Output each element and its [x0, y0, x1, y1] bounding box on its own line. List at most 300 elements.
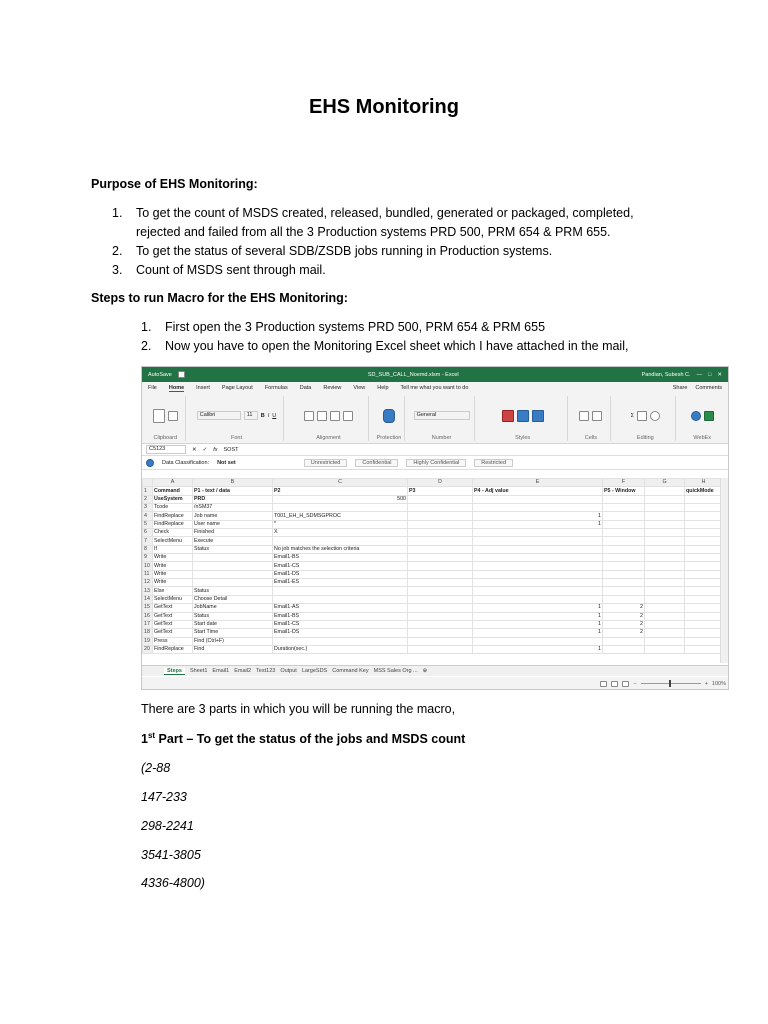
table-cell[interactable] — [193, 562, 273, 570]
table-cell[interactable] — [473, 537, 603, 545]
table-cell[interactable] — [473, 545, 603, 553]
table-cell[interactable]: Email1-AS — [273, 604, 408, 612]
table-cell[interactable] — [473, 595, 603, 603]
table-cell[interactable]: P5 - Window — [603, 487, 645, 495]
table-cell[interactable] — [603, 504, 645, 512]
protect-icon[interactable] — [383, 409, 395, 423]
sheet-tab[interactable]: Email1 — [212, 668, 230, 674]
table-cell[interactable] — [645, 612, 685, 620]
sheet-tab[interactable]: MSS Sales Org ... — [373, 668, 418, 674]
table-cell[interactable]: FindReplace — [153, 645, 193, 653]
menu-view[interactable]: View — [353, 385, 366, 391]
menu-formulas[interactable]: Formulas — [264, 385, 288, 391]
table-cell[interactable]: 2 — [603, 629, 645, 637]
table-cell[interactable] — [408, 512, 473, 520]
table-cell[interactable]: P1 - text / data — [193, 487, 273, 495]
select-all-corner[interactable] — [143, 479, 153, 487]
table-cell[interactable]: /nSM37 — [193, 504, 273, 512]
minimize-icon[interactable]: — — [696, 371, 703, 378]
table-cell[interactable]: 1 — [473, 645, 603, 653]
table-cell[interactable] — [685, 579, 723, 587]
table-cell[interactable]: Execute — [193, 537, 273, 545]
table-cell[interactable]: quickMode — [685, 487, 723, 495]
table-cell[interactable]: Tcode — [153, 504, 193, 512]
merge-icon[interactable] — [343, 411, 353, 421]
table-cell[interactable]: Email1-DS — [273, 570, 408, 578]
table-cell[interactable] — [645, 554, 685, 562]
sort-filter-icon[interactable] — [637, 411, 647, 421]
row-header[interactable]: 18 — [143, 629, 153, 637]
table-cell[interactable]: Duration(sec.) — [273, 645, 408, 653]
table-cell[interactable] — [408, 604, 473, 612]
column-header[interactable]: C — [273, 479, 408, 487]
table-cell[interactable] — [408, 529, 473, 537]
table-cell[interactable] — [603, 495, 645, 503]
table-cell[interactable]: P4 - Adj value — [473, 487, 603, 495]
table-cell[interactable] — [193, 579, 273, 587]
table-cell[interactable] — [645, 504, 685, 512]
ribbon-group-font: Calibri 11 B I U Font — [190, 396, 285, 441]
table-cell[interactable] — [603, 645, 645, 653]
table-cell[interactable]: Start Time — [193, 629, 273, 637]
table-cell[interactable]: Email1-ES — [273, 579, 408, 587]
sheet-tab[interactable]: Email2 — [234, 668, 252, 674]
delete-cells-icon[interactable] — [592, 411, 602, 421]
table-row — [143, 545, 723, 553]
table-cell[interactable] — [603, 637, 645, 645]
table-row — [143, 645, 723, 653]
table-cell[interactable] — [685, 645, 723, 653]
table-cell[interactable] — [685, 587, 723, 595]
row-header[interactable]: 19 — [143, 637, 153, 645]
row-header[interactable]: 10 — [143, 562, 153, 570]
table-cell[interactable] — [193, 554, 273, 562]
table-cell[interactable]: FindReplace — [153, 520, 193, 528]
table-cell[interactable] — [473, 637, 603, 645]
table-cell[interactable] — [603, 520, 645, 528]
table-row — [143, 562, 723, 570]
table-cell[interactable]: 500 — [273, 495, 408, 503]
sheet-tab[interactable]: Output — [280, 668, 297, 674]
table-cell[interactable]: 1 — [473, 512, 603, 520]
table-cell[interactable] — [685, 612, 723, 620]
purpose-list — [112, 204, 652, 280]
table-cell[interactable]: GetText — [153, 604, 193, 612]
table-cell[interactable] — [603, 554, 645, 562]
highly-confidential-button[interactable]: Highly Confidential — [406, 459, 466, 467]
table-cell[interactable]: Status — [193, 587, 273, 595]
excel-menu-bar — [142, 382, 728, 394]
table-cell[interactable]: 2 — [603, 620, 645, 628]
cancel-icon[interactable]: ✕ — [192, 446, 197, 453]
table-cell[interactable]: Write — [153, 579, 193, 587]
table-cell[interactable] — [645, 579, 685, 587]
table-cell[interactable] — [473, 554, 603, 562]
table-cell[interactable] — [273, 637, 408, 645]
table-cell[interactable] — [645, 620, 685, 628]
table-cell[interactable] — [685, 629, 723, 637]
zoom-level: 100% — [711, 680, 726, 687]
table-cell[interactable] — [685, 504, 723, 512]
vertical-scrollbar[interactable] — [720, 478, 728, 663]
steps-heading: Steps to run Macro for the EHS Monitoring: — [91, 291, 348, 305]
column-header[interactable]: H — [685, 479, 723, 487]
column-header[interactable]: F — [603, 479, 645, 487]
table-cell[interactable]: SelectMenu — [153, 537, 193, 545]
page-layout-view-icon[interactable] — [611, 681, 618, 687]
ribbon-group-alignment: Alignment — [288, 396, 369, 441]
menu-insert[interactable]: Insert — [196, 385, 210, 391]
table-row — [143, 604, 723, 612]
menu-review[interactable]: Review — [323, 385, 342, 391]
sheet-tab[interactable]: LargeSDS — [301, 668, 328, 674]
spreadsheet-grid — [142, 478, 722, 654]
table-cell[interactable]: Choose Detail — [193, 595, 273, 603]
table-row — [143, 629, 723, 637]
table-cell[interactable] — [685, 545, 723, 553]
table-row — [143, 570, 723, 578]
table-cell[interactable]: SelectMenu — [153, 595, 193, 603]
underline-icon[interactable]: U — [272, 412, 277, 419]
confidential-button[interactable]: Confidential — [355, 459, 398, 467]
cut-icon[interactable] — [168, 411, 178, 421]
menu-page-layout[interactable]: Page Layout — [221, 385, 253, 391]
table-cell[interactable] — [408, 620, 473, 628]
table-cell[interactable] — [645, 495, 685, 503]
table-cell[interactable] — [603, 562, 645, 570]
table-cell[interactable] — [603, 537, 645, 545]
table-cell[interactable] — [273, 537, 408, 545]
column-header[interactable]: G — [645, 479, 685, 487]
table-cell[interactable] — [645, 537, 685, 545]
table-cell[interactable] — [408, 554, 473, 562]
table-cell[interactable] — [685, 554, 723, 562]
table-cell[interactable] — [685, 595, 723, 603]
table-cell[interactable] — [408, 545, 473, 553]
row-header[interactable]: 13 — [143, 587, 153, 595]
row-header[interactable]: 16 — [143, 612, 153, 620]
classification-icon — [146, 459, 154, 467]
font-name-select[interactable]: Calibri — [197, 411, 241, 420]
zoom-in-icon[interactable]: + — [704, 680, 708, 687]
table-cell[interactable]: Write — [153, 570, 193, 578]
table-cell[interactable] — [685, 604, 723, 612]
table-cell[interactable]: Else — [153, 587, 193, 595]
row-header[interactable]: 3 — [143, 504, 153, 512]
save-icon[interactable] — [178, 371, 185, 378]
table-cell[interactable] — [603, 587, 645, 595]
table-cell[interactable] — [685, 562, 723, 570]
list-item: 1. First open the 3 Production systems PRD 500, PRM 654 & PRM 655 — [141, 320, 546, 334]
excel-ribbon — [142, 394, 728, 444]
table-cell[interactable] — [408, 637, 473, 645]
ribbon-group-cells: Cells — [572, 396, 612, 441]
table-cell[interactable] — [473, 529, 603, 537]
table-cell[interactable]: GetText — [153, 612, 193, 620]
row-header[interactable]: 8 — [143, 545, 153, 553]
table-cell[interactable] — [603, 545, 645, 553]
table-cell[interactable]: Finished — [193, 529, 273, 537]
list-item: 3. Count of MSDS sent through mail. — [112, 263, 326, 277]
conditional-formatting-icon[interactable] — [502, 410, 514, 422]
font-size-select[interactable]: 11 — [244, 411, 258, 420]
autosum-icon[interactable]: Σ — [630, 412, 635, 419]
italic-icon[interactable]: I — [267, 412, 270, 419]
menu-home[interactable]: Home — [168, 384, 185, 391]
list-item: 2. Now you have to open the Monitoring Excel sheet which I have attached in the mail, — [141, 339, 629, 353]
table-cell[interactable] — [685, 529, 723, 537]
function-icon[interactable]: fx — [213, 446, 218, 453]
list-item: 1. To get the count of MSDS created, released, bundled, generated or packaged, completed, rejected and failed from all the 3 Production systems PRD 500, PRM 654 & PRM 655. — [112, 206, 634, 239]
table-cell[interactable] — [408, 570, 473, 578]
table-cell[interactable] — [685, 620, 723, 628]
table-row — [143, 487, 723, 495]
table-cell[interactable]: 2 — [603, 604, 645, 612]
table-cell[interactable]: Write — [153, 554, 193, 562]
table-cell[interactable]: 1 — [473, 629, 603, 637]
zoom-slider[interactable] — [641, 683, 701, 684]
table-cell[interactable]: 1 — [473, 520, 603, 528]
table-cell[interactable] — [473, 562, 603, 570]
table-cell[interactable] — [408, 504, 473, 512]
format-as-table-icon[interactable] — [517, 410, 529, 422]
row-header[interactable]: 1 — [143, 487, 153, 495]
autosave-toggle[interactable]: AutoSave — [148, 371, 172, 378]
table-cell[interactable] — [408, 579, 473, 587]
user-name: Pandian, Subesh C. — [641, 371, 691, 378]
table-cell[interactable] — [408, 612, 473, 620]
table-cell[interactable]: X — [273, 529, 408, 537]
table-row — [143, 554, 723, 562]
page-break-view-icon[interactable] — [622, 681, 629, 687]
table-cell[interactable]: Status — [193, 545, 273, 553]
table-cell[interactable] — [603, 595, 645, 603]
menu-data[interactable]: Data — [299, 385, 312, 391]
table-cell[interactable] — [473, 570, 603, 578]
align-left-icon[interactable] — [304, 411, 314, 421]
table-cell[interactable] — [273, 504, 408, 512]
table-cell[interactable] — [645, 529, 685, 537]
table-row — [143, 612, 723, 620]
table-cell[interactable]: Command — [153, 487, 193, 495]
tell-me-search[interactable]: Tell me what you want to do — [400, 385, 469, 391]
table-cell[interactable] — [645, 604, 685, 612]
table-cell[interactable] — [645, 545, 685, 553]
table-cell[interactable] — [603, 512, 645, 520]
table-cell[interactable]: Email1-BS — [273, 612, 408, 620]
add-sheet-icon[interactable]: ⊕ — [422, 668, 428, 674]
sheet-tab[interactable]: Sheet1 — [189, 668, 208, 674]
table-cell[interactable] — [408, 587, 473, 595]
table-cell[interactable]: Find — [193, 645, 273, 653]
table-cell[interactable] — [408, 537, 473, 545]
align-center-icon[interactable] — [317, 411, 327, 421]
sheet-tab[interactable]: Command Key — [332, 668, 369, 674]
webex-icon[interactable] — [704, 411, 714, 421]
table-cell[interactable] — [645, 587, 685, 595]
row-header[interactable]: 20 — [143, 645, 153, 653]
bold-icon[interactable]: B — [260, 412, 265, 419]
table-cell[interactable]: * — [273, 520, 408, 528]
table-cell[interactable]: 2 — [603, 612, 645, 620]
paste-icon[interactable] — [153, 409, 165, 423]
menu-help[interactable]: Help — [377, 385, 389, 391]
table-cell[interactable] — [408, 562, 473, 570]
column-header[interactable]: D — [408, 479, 473, 487]
table-row — [143, 587, 723, 595]
row-header[interactable]: 2 — [143, 495, 153, 503]
table-cell[interactable]: P2 — [273, 487, 408, 495]
formula-input[interactable]: SOST — [223, 446, 239, 453]
status-bar — [142, 677, 729, 690]
name-box[interactable]: C5123 — [146, 445, 186, 454]
table-cell[interactable] — [645, 570, 685, 578]
table-cell[interactable]: JobName — [193, 604, 273, 612]
column-header[interactable]: B — [193, 479, 273, 487]
table-cell[interactable]: Write — [153, 562, 193, 570]
column-header[interactable]: A — [153, 479, 193, 487]
table-cell[interactable]: T001_EH_H_SDMSGPROC — [273, 512, 408, 520]
table-cell[interactable] — [685, 637, 723, 645]
maximize-icon[interactable]: □ — [708, 371, 712, 378]
table-cell[interactable]: GetText — [153, 629, 193, 637]
find-select-icon[interactable] — [650, 411, 660, 421]
table-cell[interactable] — [273, 595, 408, 603]
range-line: 298-2241 — [141, 819, 194, 833]
table-cell[interactable] — [645, 637, 685, 645]
table-cell[interactable] — [473, 504, 603, 512]
ribbon-group-number: General Number — [409, 396, 474, 441]
ribbon-group-editing: Σ Editing — [615, 396, 676, 441]
row-header[interactable]: 11 — [143, 570, 153, 578]
table-cell[interactable]: 1 — [473, 604, 603, 612]
table-cell[interactable]: PRD — [193, 495, 273, 503]
row-header[interactable]: 4 — [143, 512, 153, 520]
table-cell[interactable]: Check — [153, 529, 193, 537]
table-cell[interactable] — [603, 570, 645, 578]
zoom-out-icon[interactable]: − — [633, 680, 637, 687]
document-title: EHS Monitoring — [309, 96, 459, 118]
table-cell[interactable] — [473, 587, 603, 595]
range-line: 3541-3805 — [141, 848, 201, 862]
table-cell[interactable] — [408, 645, 473, 653]
cell-styles-icon[interactable] — [532, 410, 544, 422]
comments-button[interactable]: Comments — [695, 385, 722, 391]
table-cell[interactable] — [473, 579, 603, 587]
row-header[interactable]: 9 — [143, 554, 153, 562]
menu-file[interactable]: File — [148, 385, 157, 391]
table-cell[interactable]: Job name — [193, 512, 273, 520]
number-format-select[interactable]: General — [414, 411, 470, 420]
table-cell[interactable] — [685, 537, 723, 545]
sheet-tabs — [142, 665, 729, 676]
table-row — [143, 620, 723, 628]
insert-cells-icon[interactable] — [579, 411, 589, 421]
table-cell[interactable] — [603, 579, 645, 587]
table-cell[interactable] — [685, 512, 723, 520]
table-cell[interactable] — [645, 512, 685, 520]
column-header[interactable]: E — [473, 479, 603, 487]
table-cell[interactable] — [645, 487, 685, 495]
table-cell[interactable] — [685, 520, 723, 528]
unrestricted-button[interactable]: Unrestricted — [304, 459, 348, 467]
table-cell[interactable] — [408, 520, 473, 528]
table-row — [143, 595, 723, 603]
webex-share-icon[interactable] — [691, 411, 701, 421]
table-cell[interactable] — [273, 587, 408, 595]
close-icon[interactable]: ✕ — [717, 371, 722, 378]
enter-icon[interactable]: ✓ — [202, 446, 208, 453]
row-header[interactable]: 17 — [143, 620, 153, 628]
table-cell[interactable] — [645, 645, 685, 653]
table-cell[interactable] — [193, 570, 273, 578]
wrap-text-icon[interactable] — [330, 411, 340, 421]
row-header[interactable]: 14 — [143, 595, 153, 603]
table-cell[interactable]: If — [153, 545, 193, 553]
row-header[interactable]: 5 — [143, 520, 153, 528]
table-cell[interactable]: User name — [193, 520, 273, 528]
table-cell[interactable]: Start date — [193, 620, 273, 628]
sheet-tab-steps[interactable]: Steps — [164, 668, 185, 675]
table-cell[interactable]: Press — [153, 637, 193, 645]
table-cell[interactable] — [685, 495, 723, 503]
table-cell[interactable] — [603, 529, 645, 537]
table-cell[interactable] — [685, 570, 723, 578]
table-cell[interactable]: UseSystem — [153, 495, 193, 503]
table-cell[interactable] — [645, 520, 685, 528]
table-cell[interactable] — [645, 562, 685, 570]
row-header[interactable]: 12 — [143, 579, 153, 587]
table-row — [143, 537, 723, 545]
table-cell[interactable]: FindReplace — [153, 512, 193, 520]
table-cell[interactable]: GetText — [153, 620, 193, 628]
table-cell[interactable] — [645, 629, 685, 637]
excel-screenshot — [141, 366, 729, 690]
excel-title-bar — [142, 367, 728, 382]
restricted-button[interactable]: Restricted — [474, 459, 513, 467]
table-cell[interactable] — [473, 495, 603, 503]
table-cell[interactable]: No job matches the selection criteria — [273, 545, 408, 553]
table-cell[interactable] — [408, 495, 473, 503]
table-cell[interactable]: Email1-DS — [273, 629, 408, 637]
table-cell[interactable] — [408, 629, 473, 637]
table-cell[interactable] — [645, 595, 685, 603]
row-header[interactable]: 15 — [143, 604, 153, 612]
sheet-tab[interactable]: Test123 — [256, 668, 276, 674]
ribbon-group-clipboard: Clipboard — [146, 396, 186, 441]
table-cell[interactable]: Email1-BS — [273, 554, 408, 562]
table-cell[interactable]: P3 — [408, 487, 473, 495]
table-row — [143, 520, 723, 528]
ribbon-group-protection: Protection — [373, 396, 405, 441]
table-cell[interactable]: 1 — [473, 620, 603, 628]
table-cell[interactable] — [408, 595, 473, 603]
table-cell[interactable]: 1 — [473, 612, 603, 620]
table-cell[interactable]: Email1-CS — [273, 562, 408, 570]
part1-heading: 1st Part – To get the status of the jobs and MSDS count — [141, 731, 466, 747]
table-cell[interactable]: Email1-CS — [273, 620, 408, 628]
table-cell[interactable]: Find (Ctrl+F) — [193, 637, 273, 645]
range-line: 4336-4800) — [141, 876, 205, 890]
row-header[interactable]: 7 — [143, 537, 153, 545]
normal-view-icon[interactable] — [600, 681, 607, 687]
share-button[interactable]: Share — [672, 385, 688, 391]
table-row — [143, 637, 723, 645]
row-header[interactable]: 6 — [143, 529, 153, 537]
table-cell[interactable]: Status — [193, 612, 273, 620]
table-row — [143, 504, 723, 512]
ribbon-group-webex: WebEx — [680, 396, 724, 441]
